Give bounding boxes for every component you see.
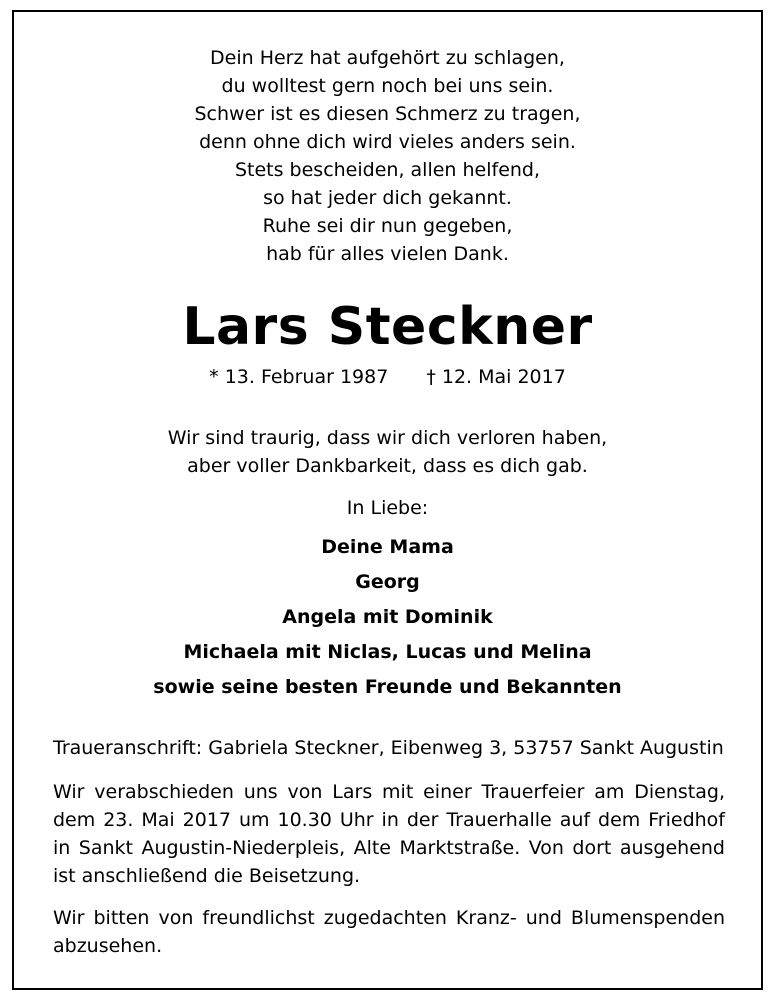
poem	[0, 44, 775, 268]
mourners-list	[0, 530, 775, 705]
quote-line: aber voller Dankbarkeit, dass es dich gab.	[187, 455, 588, 477]
ceremony-details: Wir verabschieden uns von Lars mit einer Trauerfeier am Dienstag, dem 23. Mai 2017 um 10.30 Uhr in der Trauerhalle auf dem Friedhof in Sankt Augustin-Niederpleis, Alte Marktstraße. Von dort ausgehend ist anschließend die Beisetzung.	[53, 781, 725, 887]
in-love-label: In Liebe:	[346, 497, 429, 519]
death-date: † 12. Mai 2017	[426, 366, 566, 388]
birth-date: * 13. Februar 1987	[209, 366, 389, 388]
memorial-quote	[0, 424, 775, 480]
mourner: sowie seine besten Freunde und Bekannten	[153, 676, 622, 698]
quote-line: Wir sind traurig, dass wir dich verloren haben,	[167, 427, 608, 449]
poem-line: so hat jeder dich gekannt.	[263, 187, 512, 209]
deceased-name: Lars Steckner	[182, 297, 593, 357]
mourner: Georg	[355, 571, 420, 593]
mourner: Deine Mama	[321, 536, 454, 558]
poem-line: Schwer ist es diesen Schmerz zu tragen,	[194, 103, 581, 125]
mourner: Michaela mit Niclas, Lucas und Melina	[183, 641, 592, 663]
poem-line: denn ohne dich wird vieles anders sein.	[199, 131, 576, 153]
mourning-address: Traueranschrift: Gabriela Steckner, Eibenweg 3, 53757 Sankt Augustin	[53, 737, 724, 759]
poem-line: Stets bescheiden, allen helfend,	[234, 159, 541, 181]
poem-line: hab für alles vielen Dank.	[266, 243, 509, 265]
life-dates	[0, 363, 775, 391]
donation-request: Wir bitten von freundlichst zugedachten Kranz- und Blumenspenden abzusehen.	[53, 907, 725, 957]
poem-line: Ruhe sei dir nun gegeben,	[262, 215, 513, 237]
poem-line: du wolltest gern noch bei uns sein.	[221, 75, 554, 97]
poem-line: Dein Herz hat aufgehört zu schlagen,	[210, 47, 565, 69]
mourner: Angela mit Dominik	[282, 606, 493, 628]
